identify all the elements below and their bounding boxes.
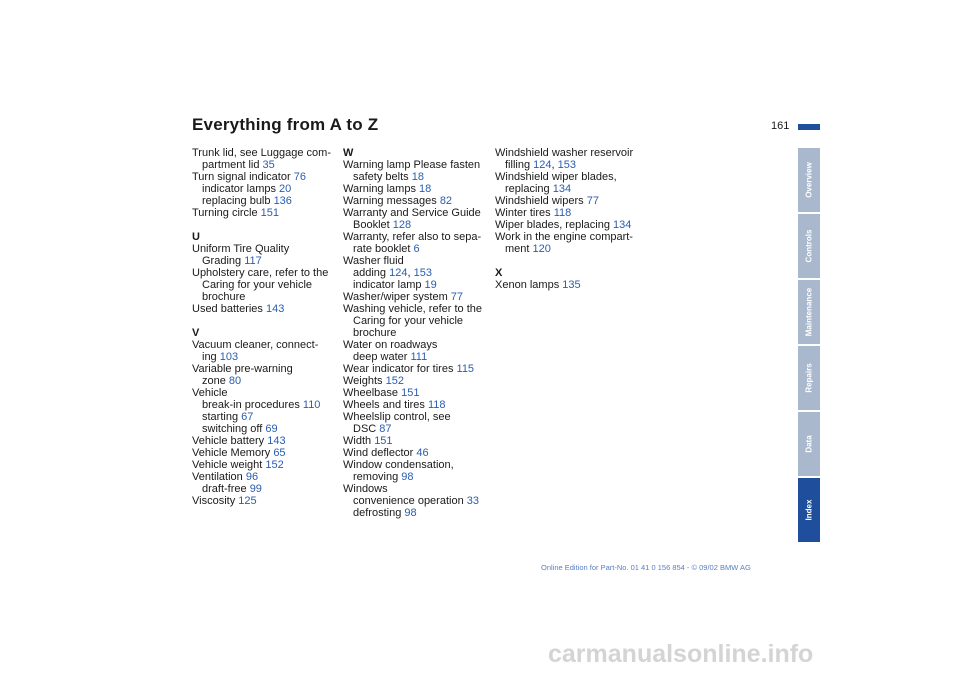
- page-reference-link[interactable]: 118: [553, 207, 572, 219]
- page-reference-link[interactable]: 128: [392, 219, 412, 231]
- entry-text: Windshield wiper blades,: [495, 171, 617, 183]
- entry-text: Washer/wiper system: [343, 291, 451, 303]
- page-title: Everything from A to Z: [192, 115, 379, 134]
- entry-text: Vehicle: [192, 387, 228, 399]
- index-subentry: [192, 423, 342, 435]
- entry-text: Ventilation: [192, 471, 246, 483]
- entry-text: Wear indicator for tires: [343, 363, 457, 375]
- page-reference-link[interactable]: 67: [241, 411, 254, 423]
- entry-text: defrosting: [353, 507, 405, 519]
- entry-text: Turn signal indicator: [192, 171, 294, 183]
- entry-text: DSC: [353, 423, 380, 435]
- index-subentry: [343, 243, 493, 255]
- index-subentry: [343, 171, 493, 183]
- page-reference-link[interactable]: 20: [279, 183, 292, 195]
- page-reference-link[interactable]: 98: [404, 507, 417, 519]
- tab-repairs[interactable]: [798, 346, 820, 410]
- tab-label: Controls: [804, 229, 814, 263]
- entry-text: Winter tires: [495, 207, 554, 219]
- footer-copyright: Online Edition for Part-No. 01 41 0 156 854 - © 09/02 BMW AG: [541, 563, 751, 572]
- page-number: 161: [771, 120, 790, 132]
- entry-text: draft-free: [202, 483, 250, 495]
- index-entry: [192, 243, 342, 255]
- page-number-bar: [798, 124, 820, 130]
- index-entry: [343, 447, 493, 459]
- page-reference-link[interactable]: 115: [456, 363, 475, 375]
- page-reference-link[interactable]: 18: [419, 183, 432, 195]
- page-reference-link[interactable]: 152: [385, 375, 404, 387]
- index-entry: [192, 207, 342, 219]
- page-reference-link[interactable]: 151: [401, 387, 420, 399]
- entry-text: Used batteries: [192, 303, 266, 315]
- index-entry: [495, 219, 645, 231]
- entry-text: indicator lamp: [353, 279, 425, 291]
- tab-label: Maintenance: [804, 287, 814, 337]
- page-reference-link[interactable]: 136: [273, 195, 292, 207]
- page-reference-link[interactable]: 152: [265, 459, 284, 471]
- entry-text: Vehicle weight: [192, 459, 266, 471]
- index-entry: [192, 387, 342, 399]
- index-entry: [192, 267, 342, 279]
- entry-text: switching off: [202, 423, 266, 435]
- entry-text: Turning circle: [192, 207, 261, 219]
- entry-text: Windows: [343, 483, 388, 495]
- index-entry: [192, 435, 342, 447]
- index-entry: [343, 255, 493, 267]
- entry-text: brochure: [202, 291, 246, 303]
- entry-text: replacing bulb: [202, 195, 274, 207]
- index-entry: [192, 303, 342, 315]
- index-subentry: [343, 219, 493, 231]
- entry-text: Vehicle battery: [192, 435, 268, 447]
- entry-text: Viscosity: [192, 495, 239, 507]
- index-subentry: adding 124, 153: [353, 267, 432, 279]
- index-subentry: [192, 183, 342, 195]
- entry-text: Wheelbase: [343, 387, 402, 399]
- entry-text: Trunk lid, see Luggage com-: [192, 147, 331, 159]
- page-reference-link[interactable]: 77: [586, 195, 599, 207]
- page-reference-link[interactable]: 80: [228, 375, 242, 387]
- index-subentry: [343, 423, 493, 435]
- page-reference-link[interactable]: 124: [533, 159, 552, 171]
- page-reference-link[interactable]: 77: [450, 291, 464, 303]
- index-subentry: [192, 255, 342, 267]
- page-reference-link[interactable]: 98: [401, 471, 414, 483]
- entry-text: Washing vehicle, refer to the: [343, 303, 482, 315]
- index-entry: [192, 447, 342, 459]
- page-reference-link[interactable]: 103: [219, 351, 239, 363]
- page-reference-link[interactable]: 65: [273, 447, 286, 459]
- index-subentry: [192, 351, 342, 363]
- index-entry: [192, 495, 342, 507]
- tab-overview[interactable]: [798, 148, 820, 212]
- index-column-2: [343, 147, 493, 519]
- tab-label: Index: [804, 499, 814, 521]
- entry-text: replacing: [505, 183, 553, 195]
- page-reference-link[interactable]: 135: [562, 279, 581, 291]
- page-reference-link[interactable]: 99: [249, 483, 262, 495]
- index-subentry: [192, 291, 342, 303]
- index-entry: [343, 363, 493, 375]
- index-entry: [495, 171, 645, 183]
- index-subentry: [343, 351, 493, 363]
- entry-text: convenience operation: [353, 495, 467, 507]
- entry-text: Booklet: [353, 219, 393, 231]
- entry-text: Wheelslip control, see: [343, 411, 451, 423]
- index-entry: [343, 339, 493, 351]
- index-subentry: [343, 471, 493, 483]
- entry-text: adding: [353, 267, 390, 279]
- page-reference-link[interactable]: 46: [416, 447, 429, 459]
- page-reference-link[interactable]: 33: [466, 495, 479, 507]
- entry-text: Vehicle Memory: [192, 447, 274, 459]
- index-subentry: [495, 183, 645, 195]
- page-reference-link[interactable]: 6: [413, 243, 420, 255]
- index-entry: [192, 171, 342, 183]
- index-entry: [495, 279, 645, 291]
- index-entry: [343, 183, 493, 195]
- page-reference-link[interactable]: 125: [238, 495, 257, 507]
- page-reference-link[interactable]: 151: [260, 207, 280, 219]
- index-entry: [192, 471, 342, 483]
- entry-text: Vacuum cleaner, connect-: [192, 339, 319, 351]
- page-reference-link[interactable]: 82: [439, 195, 453, 207]
- index-entry: [343, 483, 493, 495]
- index-subentry: [343, 279, 493, 291]
- index-entry: [192, 339, 342, 351]
- index-entry: [343, 411, 493, 423]
- entry-text: partment lid: [202, 159, 263, 171]
- page-reference-link[interactable]: 120: [532, 243, 551, 255]
- entry-text: deep water: [353, 351, 411, 363]
- section-tabs: [798, 148, 820, 544]
- index-subentry: [192, 375, 342, 387]
- index-subentry: [343, 507, 493, 519]
- index-subentry: [192, 195, 342, 207]
- index-subentry: [192, 411, 342, 423]
- index-entry: [343, 387, 493, 399]
- entry-text: Weights: [343, 375, 386, 387]
- letter-heading: V: [192, 327, 200, 339]
- entry-text: Grading: [202, 255, 245, 267]
- index-entry: [343, 459, 493, 471]
- index-subentry: [343, 315, 493, 327]
- page-reference-link[interactable]: 111: [410, 351, 428, 363]
- index-subentry: [192, 159, 342, 171]
- page-reference-link[interactable]: 151: [374, 435, 393, 447]
- entry-text: Windshield wipers: [495, 195, 587, 207]
- page-reference-link[interactable]: 35: [262, 159, 275, 171]
- tab-label: Data: [804, 435, 814, 453]
- tab-maintenance[interactable]: [798, 280, 820, 344]
- page-reference-link[interactable]: 19: [424, 279, 437, 291]
- entry-text: ing: [202, 351, 220, 363]
- entry-text: Windshield washer reservoir: [495, 147, 634, 159]
- index-entry: [343, 207, 493, 219]
- letter-heading: X: [495, 267, 503, 279]
- entry-text: Warning messages: [343, 195, 440, 207]
- entry-text: Upholstery care, refer to the: [192, 267, 329, 279]
- entry-text: Xenon lamps: [495, 279, 563, 291]
- page-reference-link[interactable]: 87: [379, 423, 392, 435]
- index-subentry: [192, 279, 342, 291]
- index-subentry: [343, 495, 493, 507]
- index-entry: [343, 399, 493, 411]
- entry-text: filling: [505, 159, 534, 171]
- index-entry: [343, 195, 493, 207]
- entry-text: Warning lamps: [343, 183, 420, 195]
- entry-text: Variable pre-warning: [192, 363, 293, 375]
- entry-text: Wind deflector: [343, 447, 417, 459]
- index-entry: [343, 291, 493, 303]
- entry-text: Work in the engine compart-: [495, 231, 633, 243]
- index-column-3: [495, 147, 645, 291]
- page-reference-link[interactable]: 153: [557, 159, 576, 171]
- watermark: carmanualsonline.info: [548, 640, 814, 668]
- entry-text: indicator lamps: [202, 183, 280, 195]
- page-reference-link[interactable]: 117: [244, 255, 262, 267]
- page-reference-link[interactable]: 153: [413, 267, 432, 279]
- index-entry: [343, 375, 493, 387]
- spacer: [192, 219, 342, 231]
- entry-text: Warranty, refer also to sepa-: [343, 231, 482, 243]
- page-reference-link[interactable]: 143: [267, 435, 286, 447]
- entry-text: Window condensation,: [343, 459, 454, 471]
- index-subentry: [343, 327, 493, 339]
- entry-text: Warranty and Service Guide: [343, 207, 481, 219]
- page-reference-link[interactable]: 143: [265, 303, 285, 315]
- entry-text: Caring for your vehicle: [202, 279, 313, 291]
- entry-text: zone: [202, 375, 229, 387]
- letter-heading: W: [343, 147, 354, 159]
- entry-text: rate booklet: [353, 243, 414, 255]
- spacer: [192, 315, 342, 327]
- tab-label: Overview: [804, 162, 814, 198]
- entry-text: starting: [202, 411, 242, 423]
- entry-text: Wiper blades, replacing: [495, 219, 614, 231]
- page-reference-link[interactable]: 124: [389, 267, 408, 279]
- tab-label: Repairs: [804, 363, 814, 393]
- entry-text: break-in procedures: [202, 399, 303, 411]
- page-reference-link[interactable]: 76: [293, 171, 306, 183]
- letter-heading: U: [192, 231, 200, 243]
- spacer: [495, 255, 645, 267]
- index-entry: [192, 459, 342, 471]
- index-column-1: [192, 147, 342, 507]
- entry-text: removing: [353, 471, 402, 483]
- page-reference-link[interactable]: 134: [552, 183, 572, 195]
- entry-text: Width: [343, 435, 375, 447]
- entry-text: safety belts: [353, 171, 412, 183]
- page-reference-link[interactable]: 69: [265, 423, 278, 435]
- page-reference-link[interactable]: 118: [427, 399, 446, 411]
- page-reference-link[interactable]: 96: [245, 471, 259, 483]
- entry-text: Warning lamp Please fasten: [343, 159, 481, 171]
- entry-text: ment: [505, 243, 533, 255]
- index-entry: [495, 231, 645, 243]
- index-subentry: [495, 243, 645, 255]
- entry-text: Uniform Tire Quality: [192, 243, 290, 255]
- index-entry: [495, 195, 645, 207]
- index-entry: [495, 207, 645, 219]
- index-subentry: [192, 399, 342, 411]
- tab-data[interactable]: [798, 412, 820, 476]
- entry-text: Wheels and tires: [343, 399, 428, 411]
- tab-index[interactable]: [798, 478, 820, 542]
- page-reference-link[interactable]: 110: [302, 399, 321, 411]
- tab-controls[interactable]: [798, 214, 820, 278]
- index-entry: [495, 147, 645, 159]
- entry-text: Caring for your vehicle: [353, 315, 464, 327]
- index-entry: [343, 159, 493, 171]
- entry-text: Water on roadways: [343, 339, 438, 351]
- index-subentry: filling 124, 153: [505, 159, 576, 171]
- page-reference-link[interactable]: 134: [613, 219, 632, 231]
- page-reference-link[interactable]: 18: [411, 171, 424, 183]
- index-entry: [343, 303, 493, 315]
- entry-text: brochure: [353, 327, 397, 339]
- index-entry: [192, 363, 342, 375]
- index-entry: [192, 147, 342, 159]
- index-entry: [343, 231, 493, 243]
- index-subentry: [192, 483, 342, 495]
- entry-text: Washer fluid: [343, 255, 404, 267]
- index-entry: [343, 435, 493, 447]
